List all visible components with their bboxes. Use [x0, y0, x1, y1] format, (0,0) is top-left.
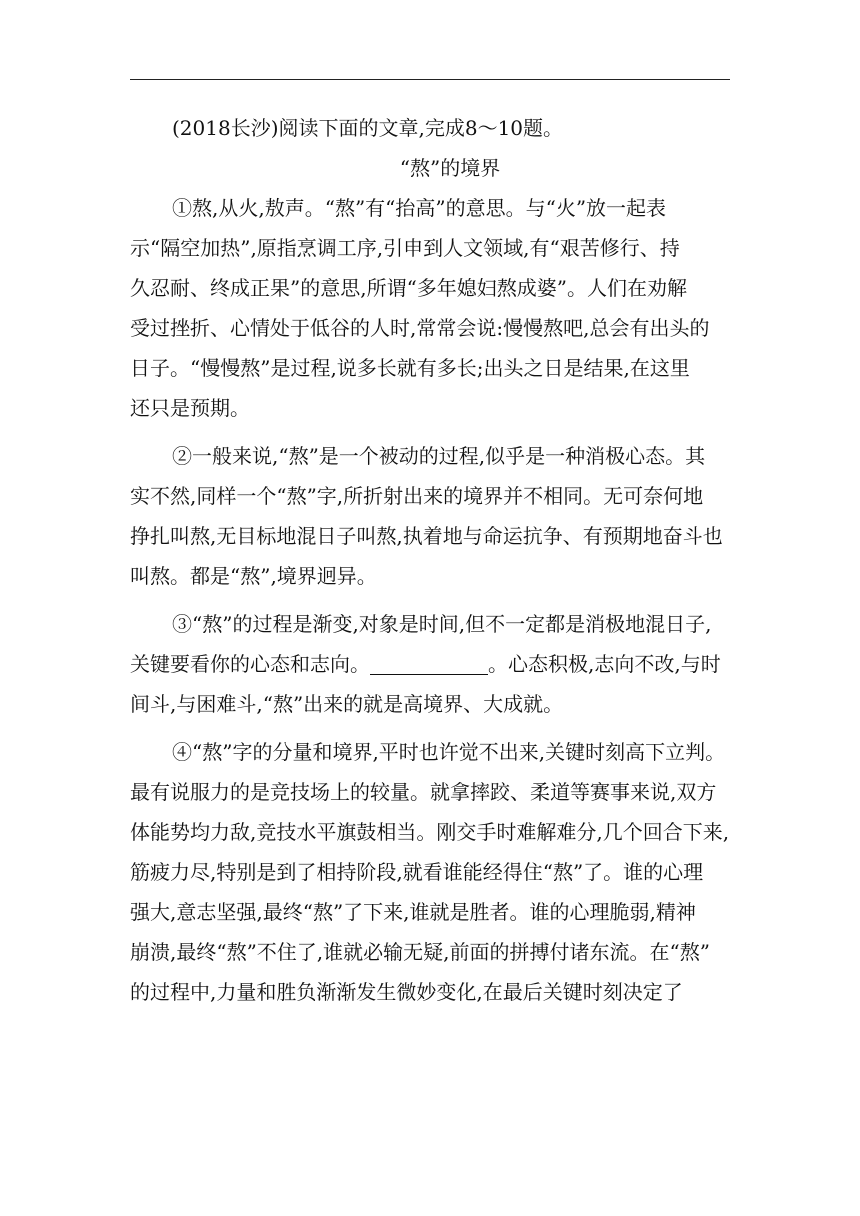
paragraph-4-line: 强大,意志坚强,最终“熬”了下来,谁就是胜者。谁的心理脆弱,精神 [130, 900, 696, 924]
paragraph-gap [130, 724, 730, 732]
paragraph-1-line: 示“隔空加热”,原指烹调工序,引申到人文领域,有“艰苦修行、持 [130, 236, 680, 260]
paragraph-1-line: 日子。“慢慢熬”是过程,说多长就有多长;出头之日是结果,在这里 [130, 356, 690, 380]
paragraph-2-line: 叫熬。都是“熬”,境界迥异。 [130, 564, 377, 588]
paragraph-4-line: ④“熬”字的分量和境界,平时也许觉不出来,关键时刻高下立判。 [172, 740, 726, 764]
paragraph-4-line: 的过程中,力量和胜负渐渐发生微妙变化,在最后关键时刻决定了 [130, 980, 683, 1004]
paragraph-2-line: 挣扎叫熬,无目标地混日子叫熬,执着地与命运抗争、有预期地奋斗也 [130, 524, 723, 548]
paragraph-gap [130, 428, 730, 436]
article-title: “熬”的境界 [399, 156, 501, 180]
paragraph-4-line: 筋疲力尽,特别是到了相持阶段,就看谁能经得住“熬”了。谁的心理 [130, 860, 704, 884]
paragraph-3-text-after-blank: 。心态积极,志向不改,与时 [488, 652, 721, 676]
paragraph-2-line: 实不然,同样一个“熬”字,所折射出来的境界并不相同。无可奈何地 [130, 484, 704, 508]
paragraph-1-line: 久忍耐、终成正果”的意思,所谓“多年媳妇熬成婆”。人们在劝解 [130, 276, 688, 300]
question-intro: (2018长沙)阅读下面的文章,完成8～10题。 [172, 116, 564, 140]
top-divider [130, 79, 730, 80]
paragraph-1-line: 还只是预期。 [130, 396, 250, 420]
paragraph-3-line: ③“熬”的过程是渐变,对象是时间,但不一定都是消极地混日子, [172, 612, 712, 636]
paragraph-2-line: ②一般来说,“熬”是一个被动的过程,似乎是一种消极心态。其 [172, 444, 706, 468]
paragraph-3-line: 间斗,与困难斗,“熬”出来的就是高境界、大成就。 [130, 692, 564, 716]
paragraph-3-text-before-blank: 关键要看你的心态和志向。 [130, 652, 370, 676]
article-body [130, 108, 730, 1012]
paragraph-3-line-with-blank [130, 644, 730, 684]
paragraph-4-line: 崩溃,最终“熬”不住了,谁就必输无疑,前面的拼搏付诸东流。在“熬” [130, 940, 710, 964]
paragraph-4-line: 最有说服力的是竞技场上的较量。就拿摔跤、柔道等赛事来说,双方 [130, 780, 717, 804]
paragraph-4-line: 体能势均力敌,竞技水平旗鼓相当。刚交手时难解难分,几个回合下来, [130, 820, 730, 844]
paragraph-1-line: ①熬,从火,敖声。“熬”有“抬高”的意思。与“火”放一起表 [172, 196, 667, 220]
paragraph-gap [130, 596, 730, 604]
paragraph-1-line: 受过挫折、心情处于低谷的人时,常常会说:慢慢熬吧,总会有出头的 [130, 316, 710, 340]
answer-blank[interactable] [370, 650, 488, 675]
